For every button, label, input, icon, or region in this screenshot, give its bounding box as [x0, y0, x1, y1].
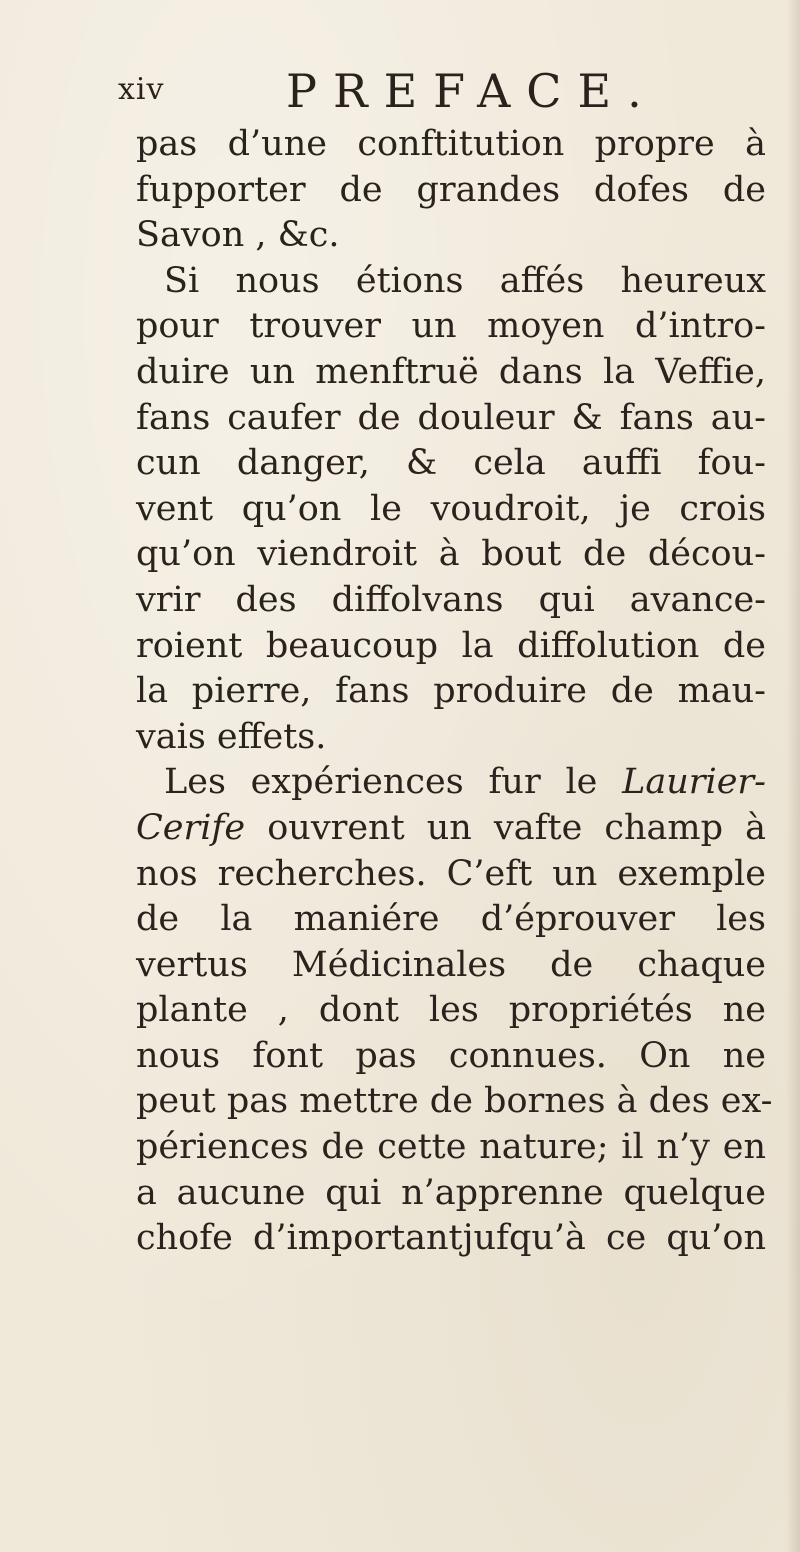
text-line: vais effets.	[136, 716, 327, 757]
page-edge-shadow	[786, 0, 800, 1552]
text-line: Savon , &c.	[136, 215, 340, 256]
text-line: pour trouver un moyen d’intro-	[136, 306, 766, 347]
text-line	[136, 760, 766, 806]
text-line: a aucune qui n’apprenne quelque	[136, 1172, 766, 1213]
text-line: vrir des diffolvans qui avance-	[136, 579, 766, 620]
text-line: cun danger, & cela auffi fou-	[136, 443, 766, 484]
text-line: nous font pas connues. On ne	[136, 1035, 766, 1076]
text-line: Si nous étions affés heureux	[164, 260, 766, 301]
text-line: fupporter de grandes dofes de	[136, 169, 766, 210]
text-line: plante , dont les propriétés ne	[136, 990, 766, 1031]
text-line: la pierre, fans produire de mau-	[136, 671, 766, 712]
text-line: qu’on viendroit à bout de décou-	[136, 534, 766, 575]
text-line: périences de cette nature; il n’y en	[136, 1127, 766, 1168]
italic-term: Laurier-	[622, 762, 766, 803]
page-number: xiv	[118, 72, 165, 107]
text-segment: Les expériences fur le	[164, 762, 623, 803]
italic-term: Cerife	[136, 807, 246, 848]
body-text	[136, 122, 773, 1262]
text-line: nos recherches. C’eft un exemple	[136, 853, 766, 894]
text-line	[136, 806, 766, 852]
text-line: chofe d’importantjufqu’à ce qu’on	[136, 1218, 766, 1259]
text-line: pas d’une conftitution propre à	[136, 124, 766, 164]
text-line: vertus Médicinales de chaque	[136, 944, 766, 985]
text-line: peut pas mettre de bornes à des ex-	[136, 1081, 773, 1122]
page-header	[118, 66, 738, 116]
text-line: de la maniére d’éprouver les	[136, 899, 766, 940]
text-segment: ouvrent un vafte champ à	[245, 807, 766, 848]
text-line: vent qu’on le voudroit, je crois	[136, 488, 766, 529]
running-title: PREFACE.	[286, 64, 658, 118]
text-line: roient beaucoup la diffolution de	[136, 625, 766, 666]
text-line: fans caufer de douleur & fans au-	[136, 397, 766, 438]
text-line: duire un menftruë dans la Veffie,	[136, 351, 766, 392]
